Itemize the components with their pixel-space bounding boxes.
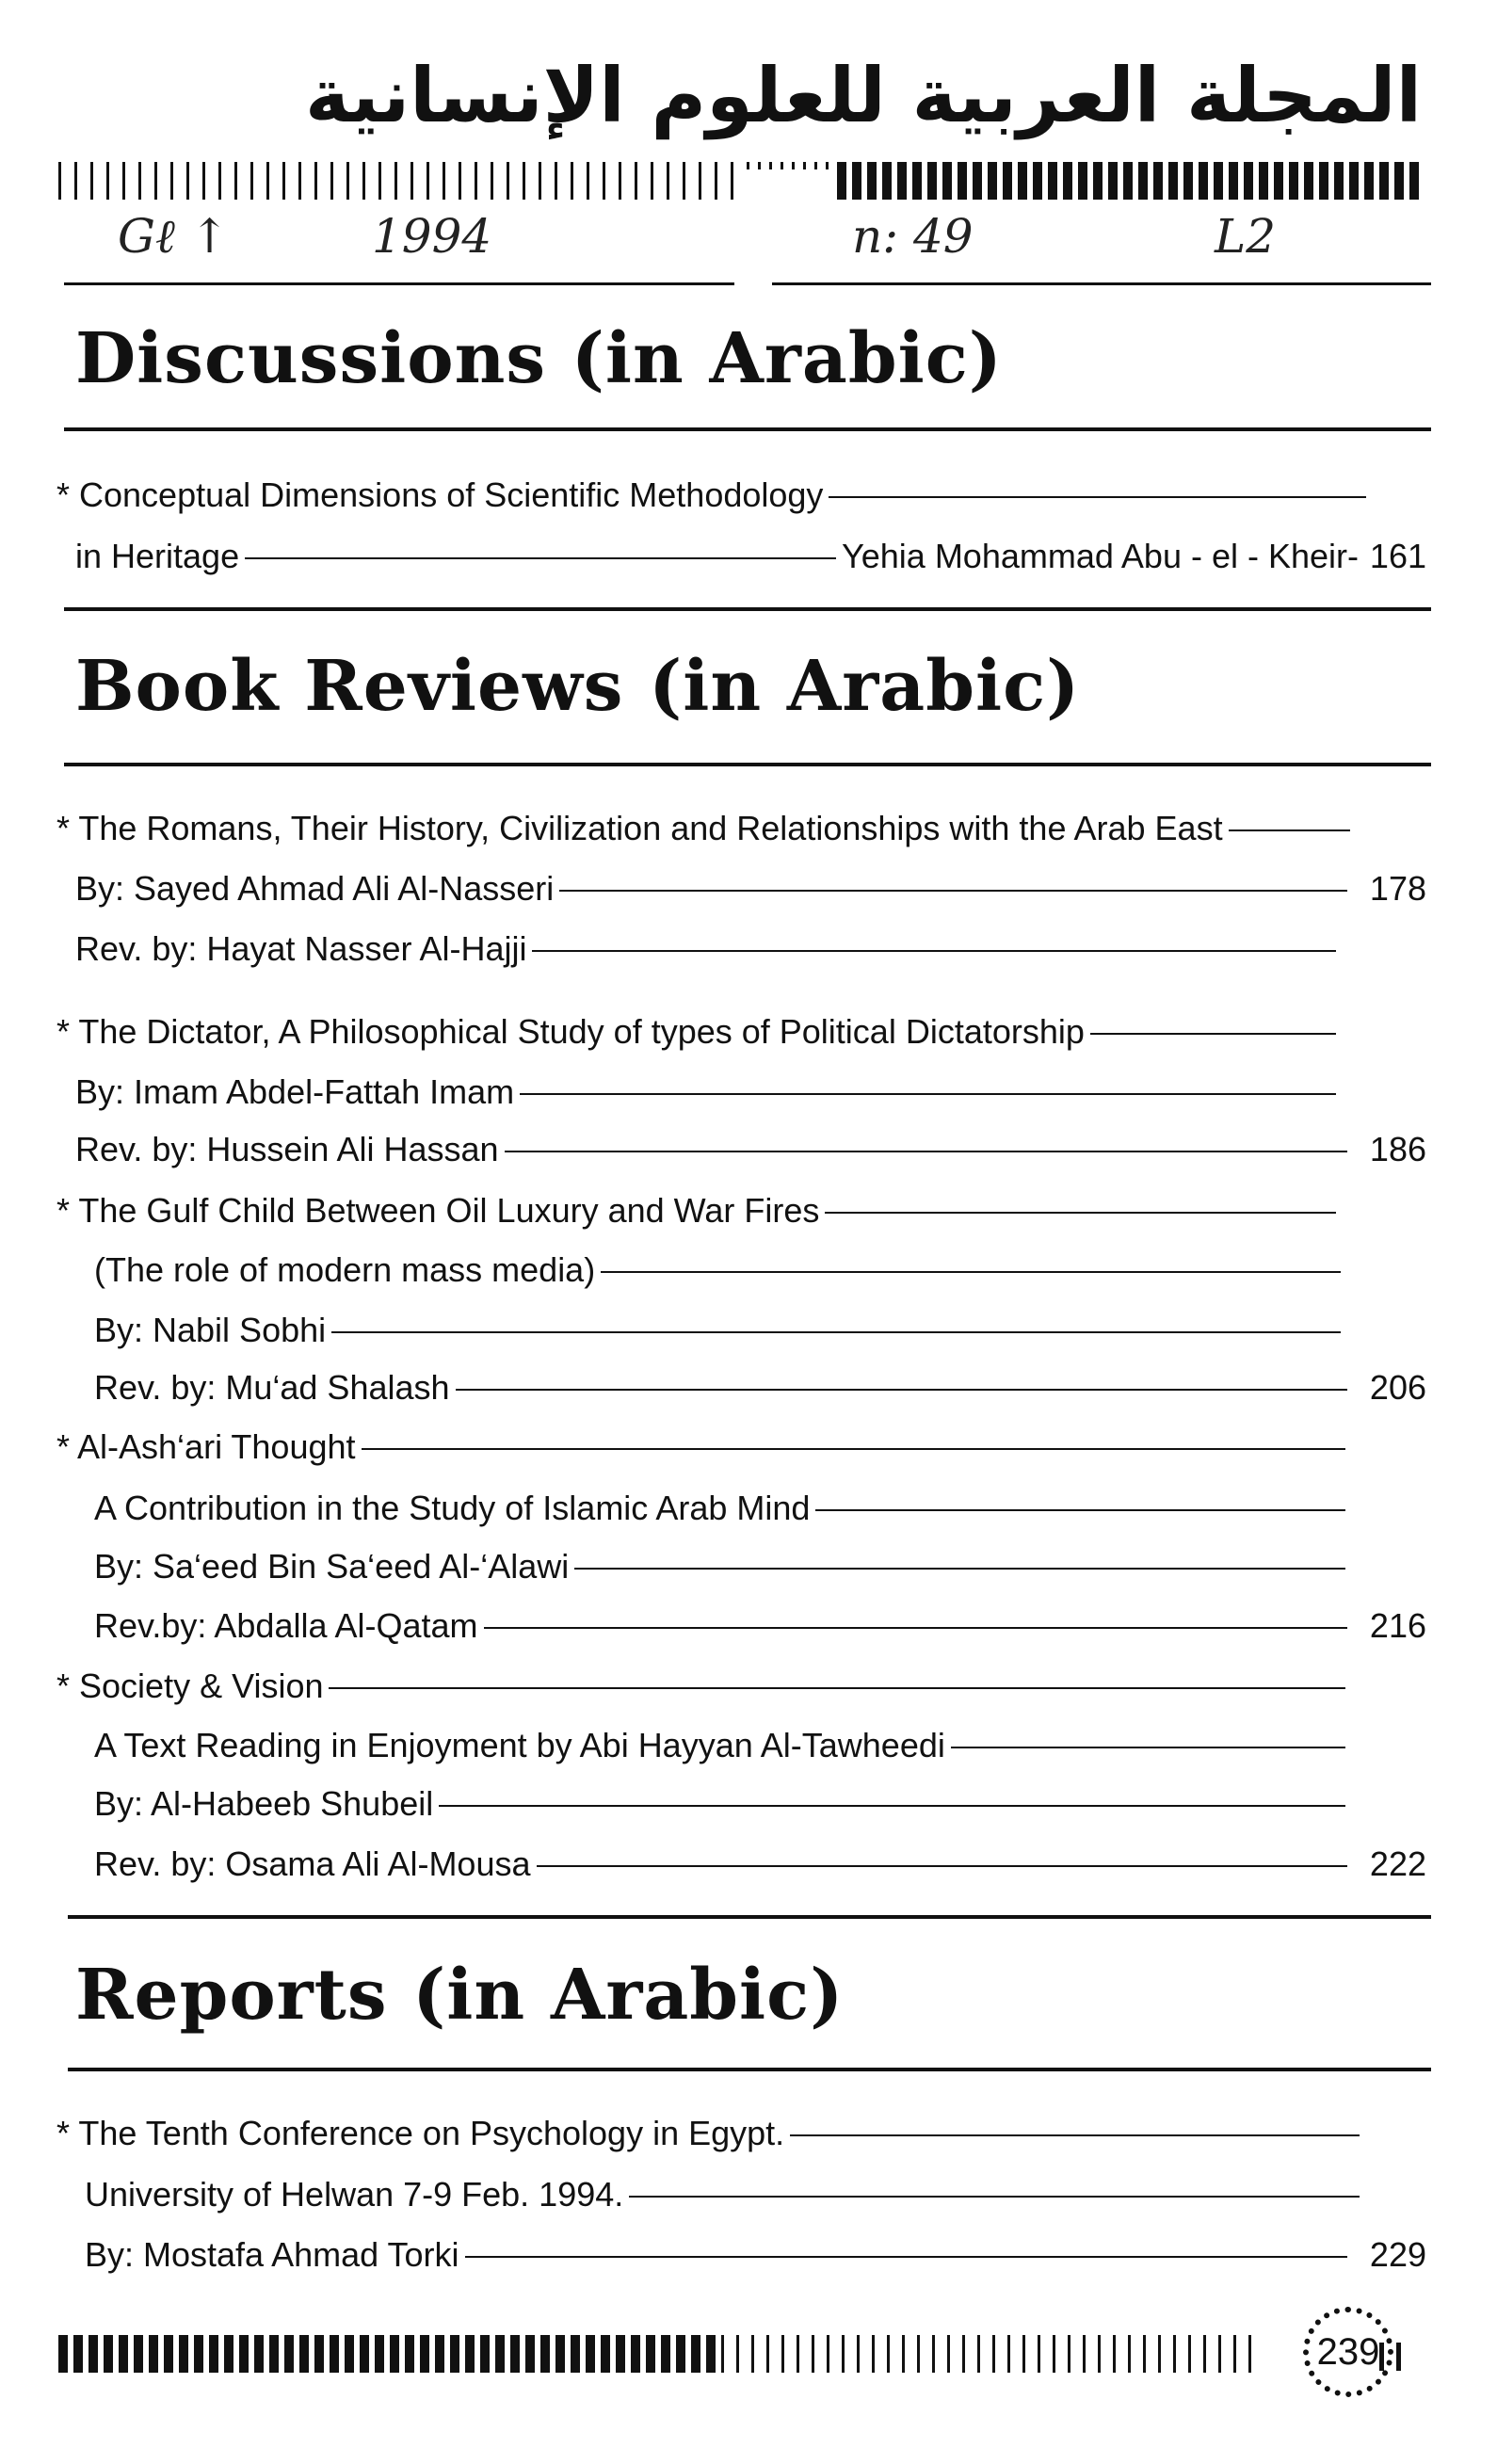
section-divider	[68, 2068, 1431, 2071]
header-underline-right	[772, 282, 1431, 285]
dotted-leader	[456, 1389, 1347, 1391]
handwritten-note-code: L2	[1215, 209, 1277, 264]
toc-line	[75, 1130, 1426, 1168]
toc-line-text: * Society & Vision	[56, 1667, 324, 1705]
toc-line-text: * The Romans, Their History, Civilization and Relationships with the Arab East	[56, 809, 1223, 847]
dotted-leader	[439, 1805, 1345, 1807]
toc-line	[75, 869, 1426, 908]
toc-line	[94, 1606, 1426, 1645]
toc-line	[56, 1191, 1342, 1230]
journal-title: المجلة العربية للعلوم الإنسانية	[304, 52, 1422, 139]
toc-line	[56, 475, 1426, 514]
toc-line	[94, 1547, 1351, 1586]
toc-line-text: By: Nabil Sobhi	[94, 1311, 327, 1349]
toc-line	[94, 1491, 1351, 1525]
toc-line	[94, 1368, 1426, 1407]
toc-author-text: Yehia Mohammad Abu - el - Kheir-	[842, 537, 1359, 575]
toc-line-text: A Text Reading in Enjoyment by Abi Hayyan Al-Tawheedi	[94, 1726, 945, 1764]
dotted-leader	[1090, 1033, 1336, 1035]
toc-line-text: University of Helwan 7-9 Feb. 1994.	[85, 2175, 624, 2214]
toc-page-number: 161	[1369, 537, 1426, 575]
dotted-leader	[790, 2134, 1360, 2136]
toc-line-text: By: Sa‘eed Bin Sa‘eed Al-‘Alawi	[94, 1547, 570, 1586]
dotted-leader	[520, 1093, 1336, 1095]
toc-line-text: (The role of modern mass media)	[94, 1250, 596, 1289]
toc-page-number: 222	[1369, 1844, 1426, 1883]
handwritten-note-number: n: 49	[852, 209, 974, 264]
toc-line-text: Rev. by: Hayat Nasser Al-Hajji	[75, 929, 527, 968]
toc-line-text: By: Al-Habeeb Shubeil	[94, 1784, 434, 1823]
section-divider	[64, 607, 1431, 611]
dotted-leader	[329, 1687, 1345, 1689]
header-barcode-strip	[58, 162, 1424, 200]
toc-line-text: * Al-Ash‘ari Thought	[56, 1427, 356, 1466]
footer-barcode-strip	[58, 2335, 1254, 2373]
toc-page-number: 216	[1369, 1606, 1426, 1645]
toc-line	[85, 2235, 1426, 2274]
dotted-leader	[532, 950, 1336, 952]
dotted-leader	[829, 496, 1366, 498]
toc-line	[94, 1250, 1346, 1289]
dotted-leader	[484, 1627, 1347, 1629]
toc-line	[56, 809, 1356, 847]
dotted-leader	[537, 1865, 1348, 1867]
toc-line-text: in Heritage	[75, 537, 240, 575]
dotted-leader	[362, 1448, 1345, 1450]
dotted-leader	[825, 1212, 1336, 1214]
section-heading-reports: Reports (in Arabic)	[75, 1955, 845, 2036]
dotted-leader	[505, 1151, 1347, 1152]
toc-line-text: By: Sayed Ahmad Ali Al-Nasseri	[75, 869, 555, 908]
toc-line-text: A Contribution in the Study of Islamic Arab Mind	[94, 1489, 811, 1527]
toc-line	[94, 1726, 1351, 1764]
toc-line-text: * The Gulf Child Between Oil Luxury and War Fires	[56, 1191, 820, 1230]
toc-line	[56, 1012, 1342, 1051]
footer-tick-marks	[1379, 2335, 1417, 2373]
header-underline-left	[64, 282, 734, 285]
section-divider	[64, 763, 1431, 766]
toc-line-text: Rev.by: Abdalla Al-Qatam	[94, 1606, 478, 1645]
section-heading-book-reviews: Book Reviews (in Arabic)	[75, 646, 1081, 727]
toc-page-number: 186	[1369, 1130, 1426, 1168]
toc-line-text: * The Tenth Conference on Psychology in Egypt.	[56, 2114, 785, 2152]
dotted-leader	[245, 557, 836, 559]
toc-line	[85, 2175, 1365, 2214]
dotted-leader	[559, 890, 1347, 892]
dotted-leader	[1229, 829, 1350, 831]
toc-line	[94, 1784, 1351, 1823]
toc-line-text: Rev. by: Mu‘ad Shalash	[94, 1368, 450, 1407]
toc-line-text: By: Mostafa Ahmad Torki	[85, 2235, 459, 2274]
section-divider	[64, 427, 1431, 431]
footer-page-number: 239	[1303, 2307, 1393, 2397]
toc-line	[75, 1072, 1342, 1111]
toc-page-number: 229	[1369, 2235, 1426, 2274]
toc-line-text: Rev. by: Osama Ali Al-Mousa	[94, 1844, 531, 1883]
section-divider	[68, 1915, 1431, 1919]
toc-page-number: 206	[1369, 1368, 1426, 1407]
toc-line	[56, 1669, 1351, 1703]
toc-line	[56, 1427, 1351, 1466]
dotted-leader	[331, 1331, 1341, 1333]
handwritten-note-year: 1994	[372, 209, 492, 264]
handwritten-note-1: Gℓ ↑	[118, 209, 230, 264]
dotted-leader	[629, 2196, 1360, 2198]
toc-line-text: * Conceptual Dimensions of Scientific Methodology	[56, 475, 824, 514]
toc-line	[75, 537, 1426, 575]
toc-page-number: 178	[1369, 869, 1426, 908]
toc-line	[94, 1844, 1426, 1883]
toc-line-text: By: Imam Abdel-Fattah Imam	[75, 1072, 515, 1111]
toc-line-text: * The Dictator, A Philosophical Study of types of Political Dictatorship	[56, 1012, 1085, 1051]
dotted-leader	[601, 1271, 1341, 1273]
dotted-leader	[951, 1747, 1345, 1748]
toc-line	[56, 2114, 1365, 2152]
toc-line-text: Rev. by: Hussein Ali Hassan	[75, 1130, 499, 1168]
section-heading-discussions: Discussions (in Arabic)	[75, 318, 1003, 399]
dotted-leader	[465, 2256, 1347, 2258]
toc-line	[75, 929, 1342, 968]
dotted-leader	[815, 1509, 1345, 1511]
dotted-leader	[574, 1568, 1345, 1570]
toc-line	[94, 1313, 1346, 1347]
